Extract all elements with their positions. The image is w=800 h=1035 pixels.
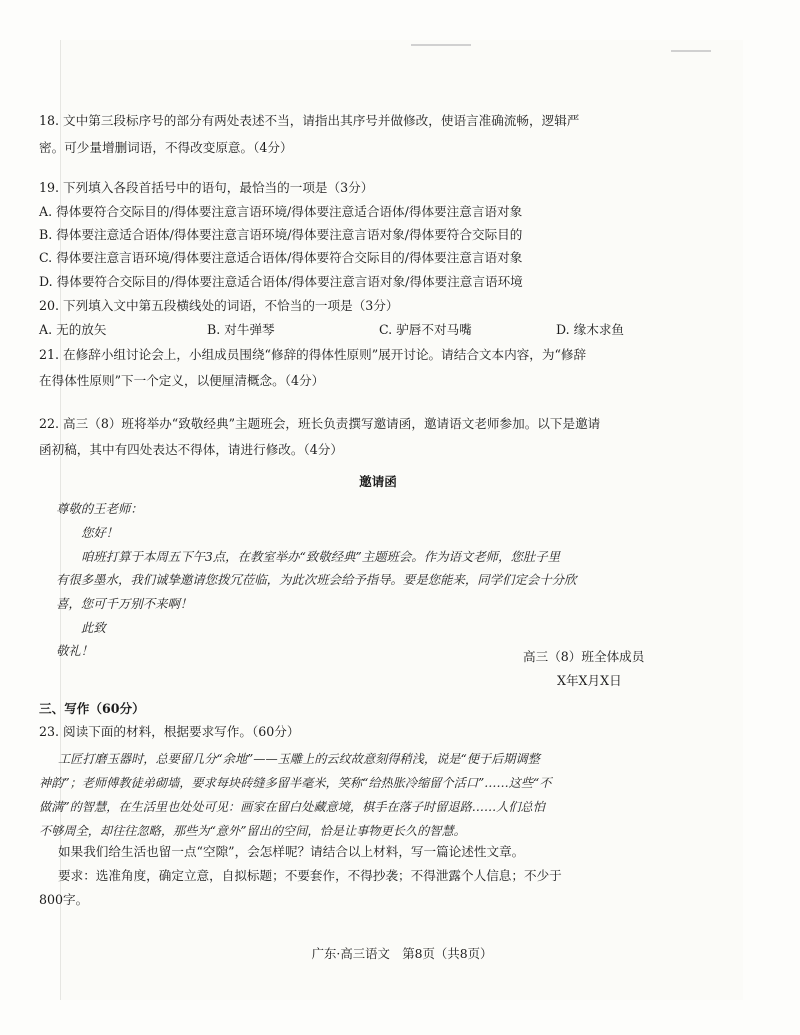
q23-material-line-4: 不够周全，却往往忽略，那些为“意外”留出的空间，恰是让事物更长久的智慧。 <box>39 824 466 838</box>
q18-line-2: 密。可少量增删词语，不得改变原意。（4分） <box>39 140 293 155</box>
letter-title: 邀请函 <box>359 474 397 489</box>
q20-stem: 20. 下列填入文中第五段横线处的词语，不恰当的一项是（3分） <box>39 298 399 313</box>
q20-option-b: B. 对牛弹琴 <box>207 322 275 337</box>
letter-signature: 高三（8）班全体成员 <box>523 649 645 664</box>
letter-body-line-3: 喜，您可千万别不来啊！ <box>56 596 193 611</box>
letter-greeting: 您好！ <box>81 525 119 540</box>
scan-mark <box>411 44 471 46</box>
letter-closing-1: 此致 <box>81 620 106 635</box>
q18-line-1: 18. 文中第三段标序号的部分有两处表述不当，请指出其序号并做修改，使语言准确流畅，逻辑严 <box>39 113 580 128</box>
q23-requirement-1: 要求：选准角度，确定立意，自拟标题；不要套作，不得抄袭；不得泄露个人信息；不少于 <box>58 868 562 883</box>
q23-stem: 23. 阅读下面的材料，根据要求写作。（60分） <box>39 724 300 739</box>
letter-salutation: 尊敬的王老师： <box>56 501 143 516</box>
q20-option-a: A. 无的放矢 <box>39 322 107 337</box>
q19-option-b: B. 得体要注意适合语体/得体要注意言语环境/得体要注意言语对象/得体要符合交际目的 <box>39 227 523 242</box>
q23-requirement-2: 800字。 <box>39 892 89 907</box>
q19-stem: 19. 下列填入各段首括号中的语句，最恰当的一项是（3分） <box>39 180 374 195</box>
q20-options <box>39 324 699 340</box>
scan-mark <box>671 50 711 52</box>
q23-material-line-3: 做满”的智慧，在生活里也处处可见：画家在留白处藏意境，棋手在落子时留退路……人们总怕 <box>39 800 545 814</box>
q19-option-a: A. 得体要符合交际目的/得体要注意言语环境/得体要注意适合语体/得体要注意言语对象 <box>39 204 523 219</box>
q23-material-line-1: 工匠打磨玉器时，总要留几分“余地”——玉雕上的云纹故意刻得稍浅，说是“便于后期调整 <box>58 752 540 766</box>
q21-line-2: 在得体性原则”下一个定义，以便厘清概念。（4分） <box>39 373 325 388</box>
page-footer: 广东·高三语文 第8页（共8页） <box>311 946 493 961</box>
q20-option-d: D. 缘木求鱼 <box>556 322 625 337</box>
q20-option-c: C. 驴唇不对马嘴 <box>379 322 472 337</box>
q19-option-d: D. 得体要符合交际目的/得体要注意适合语体/得体要注意言语对象/得体要注意言语环境 <box>39 274 523 289</box>
letter-body-line-1: 咱班打算于本周五下午3点，在教室举办“致敬经典”主题班会。作为语文老师，您肚子里 <box>81 549 561 564</box>
q23-prompt: 如果我们给生活也留一点“空隙”，会怎样呢？请结合以上材料，写一篇论述性文章。 <box>58 844 525 859</box>
bleed-through-artifact: ⠀ <box>516 153 533 177</box>
section-3-title: 三、写作（60分） <box>39 701 145 716</box>
paper-sheet <box>39 40 743 1000</box>
letter-closing-2: 敬礼！ <box>56 643 94 658</box>
q19-option-c: C. 得体要注意言语环境/得体要注意适合语体/得体要符合交际目的/得体要注意言语对象 <box>39 250 523 265</box>
q21-line-1: 21. 在修辞小组讨论会上，小组成员围绕“修辞的得体性原则”展开讨论。请结合文本内容，为“修辞 <box>39 347 587 362</box>
letter-body-line-2: 有很多墨水，我们诚挚邀请您拨冗莅临，为此次班会给予指导。要是您能来，同学们定会十分欣 <box>56 572 577 587</box>
q22-line-1: 22. 高三（8）班将举办“致敬经典”主题班会，班长负责撰写邀请函，邀请语文老师参加。以下是邀请 <box>39 416 601 431</box>
letter-date: X年X月X日 <box>557 673 622 688</box>
q22-line-2: 函初稿，其中有四处表达不得体，请进行修改。（4分） <box>39 442 343 457</box>
q23-material-line-2: 神韵”；老师傅教徒弟砌墙，要求每块砖缝多留半毫米，笑称“给热胀冷缩留个活口”……这些“不 <box>39 776 552 790</box>
